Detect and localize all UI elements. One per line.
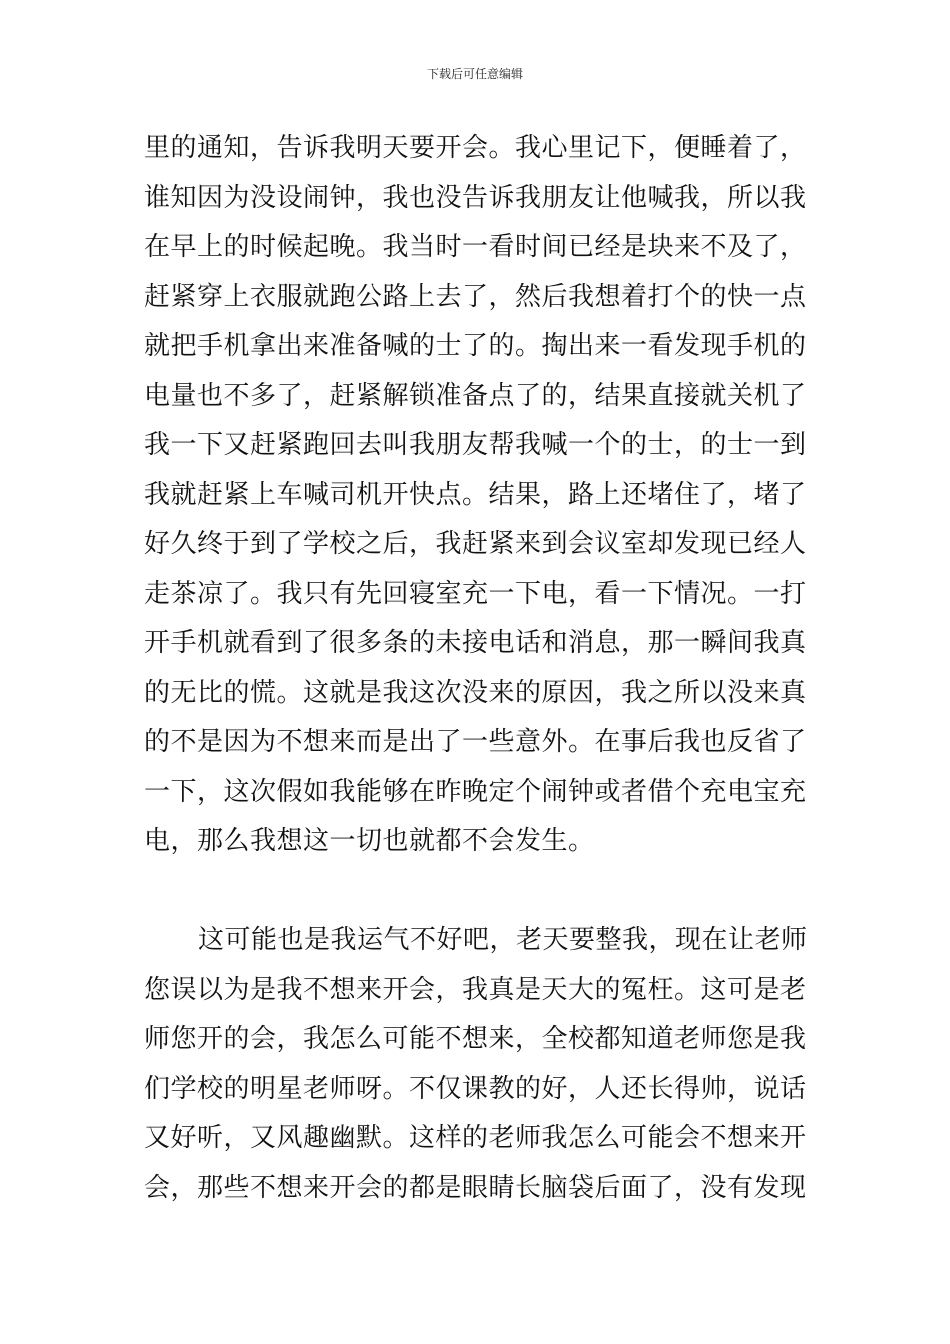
text-line: 好久终于到了学校之后，我赶紧来到会议室却发现已经人 <box>144 529 807 559</box>
text-line: 开手机就看到了很多条的未接电话和消息，那一瞬间我真 <box>144 628 807 658</box>
text-line: 您误以为是我不想来开会，我真是天大的冤枉。这可是老 <box>144 974 807 1005</box>
text-line: 师您开的会，我怎么可能不想来，全校都知道老师您是我 <box>144 1024 807 1054</box>
text-line: 走茶凉了。我只有先回寝室充一下电，看一下情况。一打 <box>144 578 807 609</box>
text-line: 里的通知，告诉我明天要开会。我心里记下，便睡着了， <box>144 133 807 163</box>
text-line: 又好听，又风趣幽默。这样的老师我怎么可能会不想来开 <box>144 1123 807 1153</box>
text-line: 在早上的时候起晚。我当时一看时间已经是块来不及了， <box>144 232 807 262</box>
paragraph-spacer <box>144 867 808 917</box>
document-body <box>144 124 808 1213</box>
paragraph-1 <box>144 124 808 867</box>
text-line: 的无比的慌。这就是我这次没来的原因，我之所以没来真 <box>144 677 807 708</box>
text-line: 们学校的明星老师呀。不仅课教的好，人还长得帅，说话 <box>144 1073 807 1104</box>
text-line: 电，那么我想这一切也就都不会发生。 <box>144 826 595 856</box>
text-line: 的不是因为不想来而是出了一些意外。在事后我也反省了 <box>144 727 807 757</box>
text-line: 谁知因为没设闹钟，我也没告诉我朋友让他喊我，所以我 <box>144 182 807 213</box>
text-line: 一下，这次假如我能够在昨晚定个闹钟或者借个充电宝充 <box>144 776 807 807</box>
text-line: 赶紧穿上衣服就跑公路上去了，然后我想着打个的快一点 <box>144 281 807 312</box>
page-header-note: 下载后可任意编辑 <box>426 67 523 81</box>
text-line: 就把手机拿出来准备喊的士了的。掏出来一看发现手机的 <box>144 331 807 361</box>
text-line: 电量也不多了，赶紧解锁准备点了的，结果直接就关机了 <box>144 380 807 411</box>
text-line: 会，那些不想来开会的都是眼睛长脑袋后面了，没有发现 <box>144 1172 807 1203</box>
text-line: 我一下又赶紧跑回去叫我朋友帮我喊一个的士，的士一到 <box>144 430 807 460</box>
text-line-first: 这可能也是我运气不好吧，老天要整我，现在让老师 <box>198 925 808 955</box>
text-line: 我就赶紧上车喊司机开快点。结果，路上还堵住了，堵了 <box>144 479 807 510</box>
paragraph-2 <box>144 916 808 1213</box>
